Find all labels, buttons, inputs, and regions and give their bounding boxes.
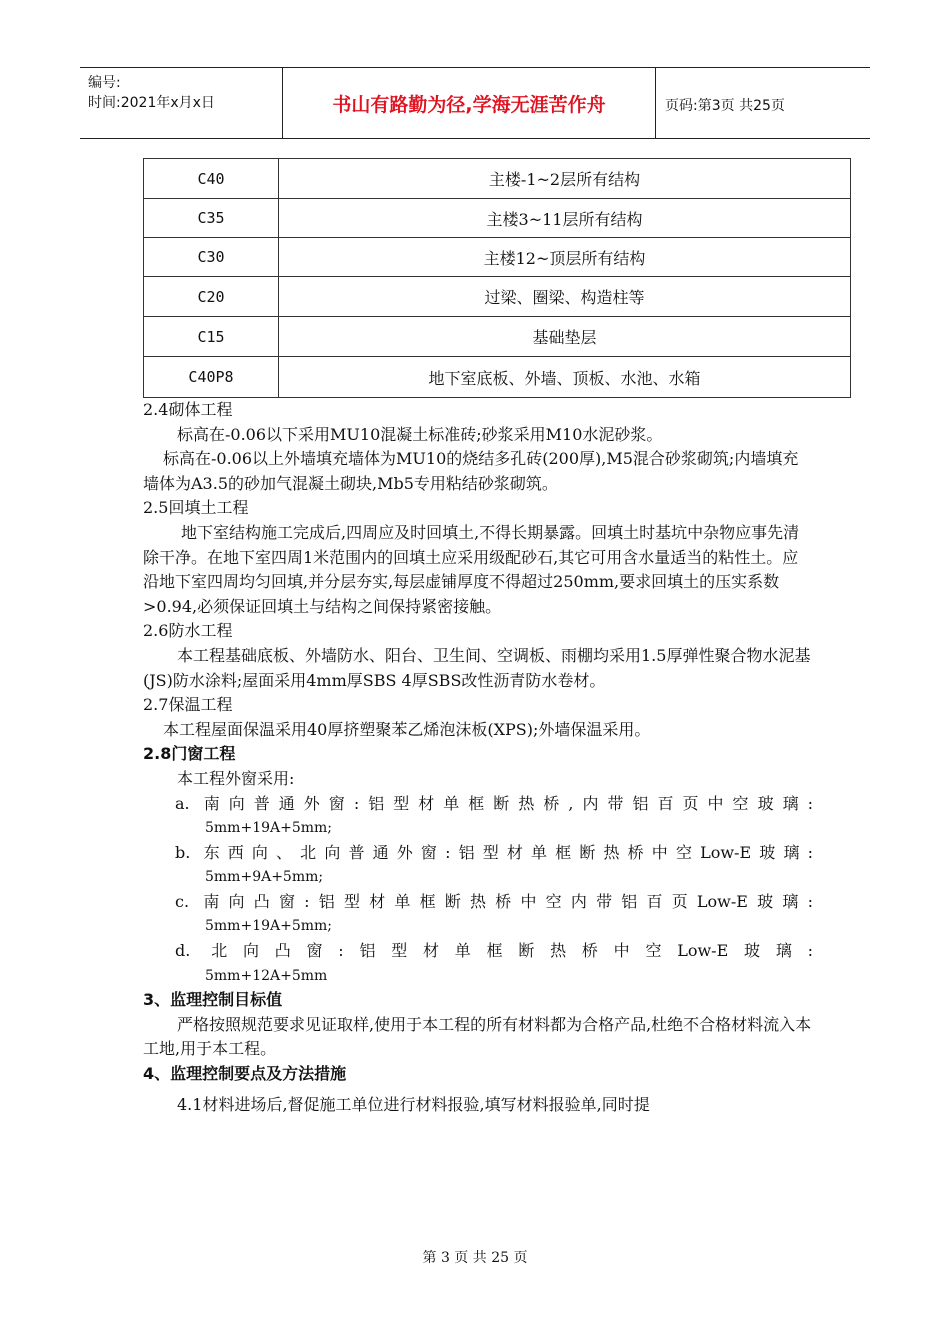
list-item: [143, 792, 813, 841]
document-body: [143, 398, 813, 1117]
table-row: [144, 238, 851, 277]
list-item: [143, 890, 813, 939]
serial-label: 编号:: [88, 75, 121, 91]
window-spec: a. 南向普通外窗:铝型材单框断热桥,内带铝百页中空玻璃:: [175, 793, 813, 813]
scope-cell: 主楼12~顶层所有结构: [279, 238, 851, 277]
scope-cell: 过梁、圈梁、构造柱等: [279, 277, 851, 317]
grade-cell: C15: [144, 317, 279, 357]
list-item: [143, 939, 813, 988]
page-footer: 第 3 页 共 25 页: [422, 1250, 528, 1266]
window-spec: c. 南向凸窗:铝型材单框断热桥中空内带铝百页Low-E玻璃:: [175, 891, 813, 911]
paragraph: 标高在-0.06以上外墙填充墙体为MU10的烧结多孔砖(200厚),M5混合砂浆砌筑;内墙填充墙体为A3.5的砂加气混凝土砌块,Mb5专用粘结砂浆砌筑。: [143, 449, 799, 493]
paragraph: 本工程屋面保温采用40厚挤塑聚苯乙烯泡沫板(XPS);外墙保温采用。: [163, 719, 651, 739]
grade-cell: C40: [144, 159, 279, 199]
grade-cell: C30: [144, 238, 279, 277]
paragraph: 严格按照规范要求见证取样,使用于本工程的所有材料都为合格产品,杜绝不合格材料流入本工地,用于本工程。: [143, 1014, 812, 1059]
table-row: [144, 159, 851, 199]
header-page-info: 页码:第3页 共25页: [665, 98, 785, 114]
glass-spec: 5mm+12A+5mm: [205, 967, 328, 984]
glass-spec: 5mm+9A+5mm;: [205, 869, 324, 886]
header-meta: [80, 68, 282, 138]
concrete-grade-table: [143, 158, 851, 398]
section-heading-2-7: 2.7保温工程: [143, 695, 233, 715]
paragraph: 本工程基础底板、外墙防水、阳台、卫生间、空调板、雨棚均采用1.5厚弹性聚合物水泥基(JS)防水涂料;屋面采用4mm厚SBS 4厚SBS改性沥青防水卷材。: [143, 645, 811, 690]
grade-cell: C20: [144, 277, 279, 317]
section-heading-4: 4、监理控制要点及方法措施: [143, 1064, 347, 1084]
section-heading-2-6: 2.6防水工程: [143, 621, 233, 641]
list-item: [143, 841, 813, 890]
table-row: [144, 277, 851, 317]
section-heading-2-4: 2.4砌体工程: [143, 400, 233, 419]
scope-cell: 基础垫层: [279, 317, 851, 357]
scope-cell: 主楼3~11层所有结构: [279, 199, 851, 238]
glass-spec: 5mm+19A+5mm;: [205, 820, 333, 837]
table-row: [144, 317, 851, 357]
table-row: [144, 357, 851, 398]
section-heading-2-5: 2.5回填土工程: [143, 498, 249, 518]
paragraph: 4.1材料进场后,督促施工单位进行材料报验,填写材料报验单,同时提: [177, 1094, 650, 1114]
section-heading-2-8: 2.8门窗工程: [143, 744, 236, 764]
grade-cell: C35: [144, 199, 279, 238]
window-spec: d. 北向凸窗:铝型材单框断热桥中空Low-E玻璃:: [175, 941, 813, 961]
scope-cell: 地下室底板、外墙、顶板、水池、水箱: [279, 357, 851, 398]
glass-spec: 5mm+19A+5mm;: [205, 918, 333, 935]
table-row: [144, 199, 851, 238]
page-header: [80, 67, 870, 139]
paragraph: 标高在-0.06以下采用MU10混凝土标准砖;砂浆采用M10水泥砂浆。: [177, 424, 663, 444]
time-label: 时间:2021年x月x日: [88, 95, 215, 111]
paragraph: 地下室结构施工完成后,四周应及时回填土,不得长期暴露。回填土时基坑中杂物应事先清除干净。在地下室四周1米范围内的回填土应采用级配砂石,其它可用含水量适当的粘性土。应沿地下室四周均匀回填,并分层夯实,每层虚铺厚度不得超过250mm,要求回填土的压实系数>0.94,必须保证回填土与结构之间保持紧密接触。: [143, 522, 800, 616]
grade-cell: C40P8: [144, 357, 279, 398]
scope-cell: 主楼-1~2层所有结构: [279, 159, 851, 199]
section-heading-3: 3、监理控制目标值: [143, 990, 283, 1010]
window-spec: b. 东西向、北向普通外窗:铝型材单框断热桥中空Low-E玻璃:: [175, 842, 813, 862]
header-motto: 书山有路勤为径,学海无涯苦作舟: [282, 68, 656, 138]
paragraph: 本工程外窗采用:: [177, 768, 295, 788]
